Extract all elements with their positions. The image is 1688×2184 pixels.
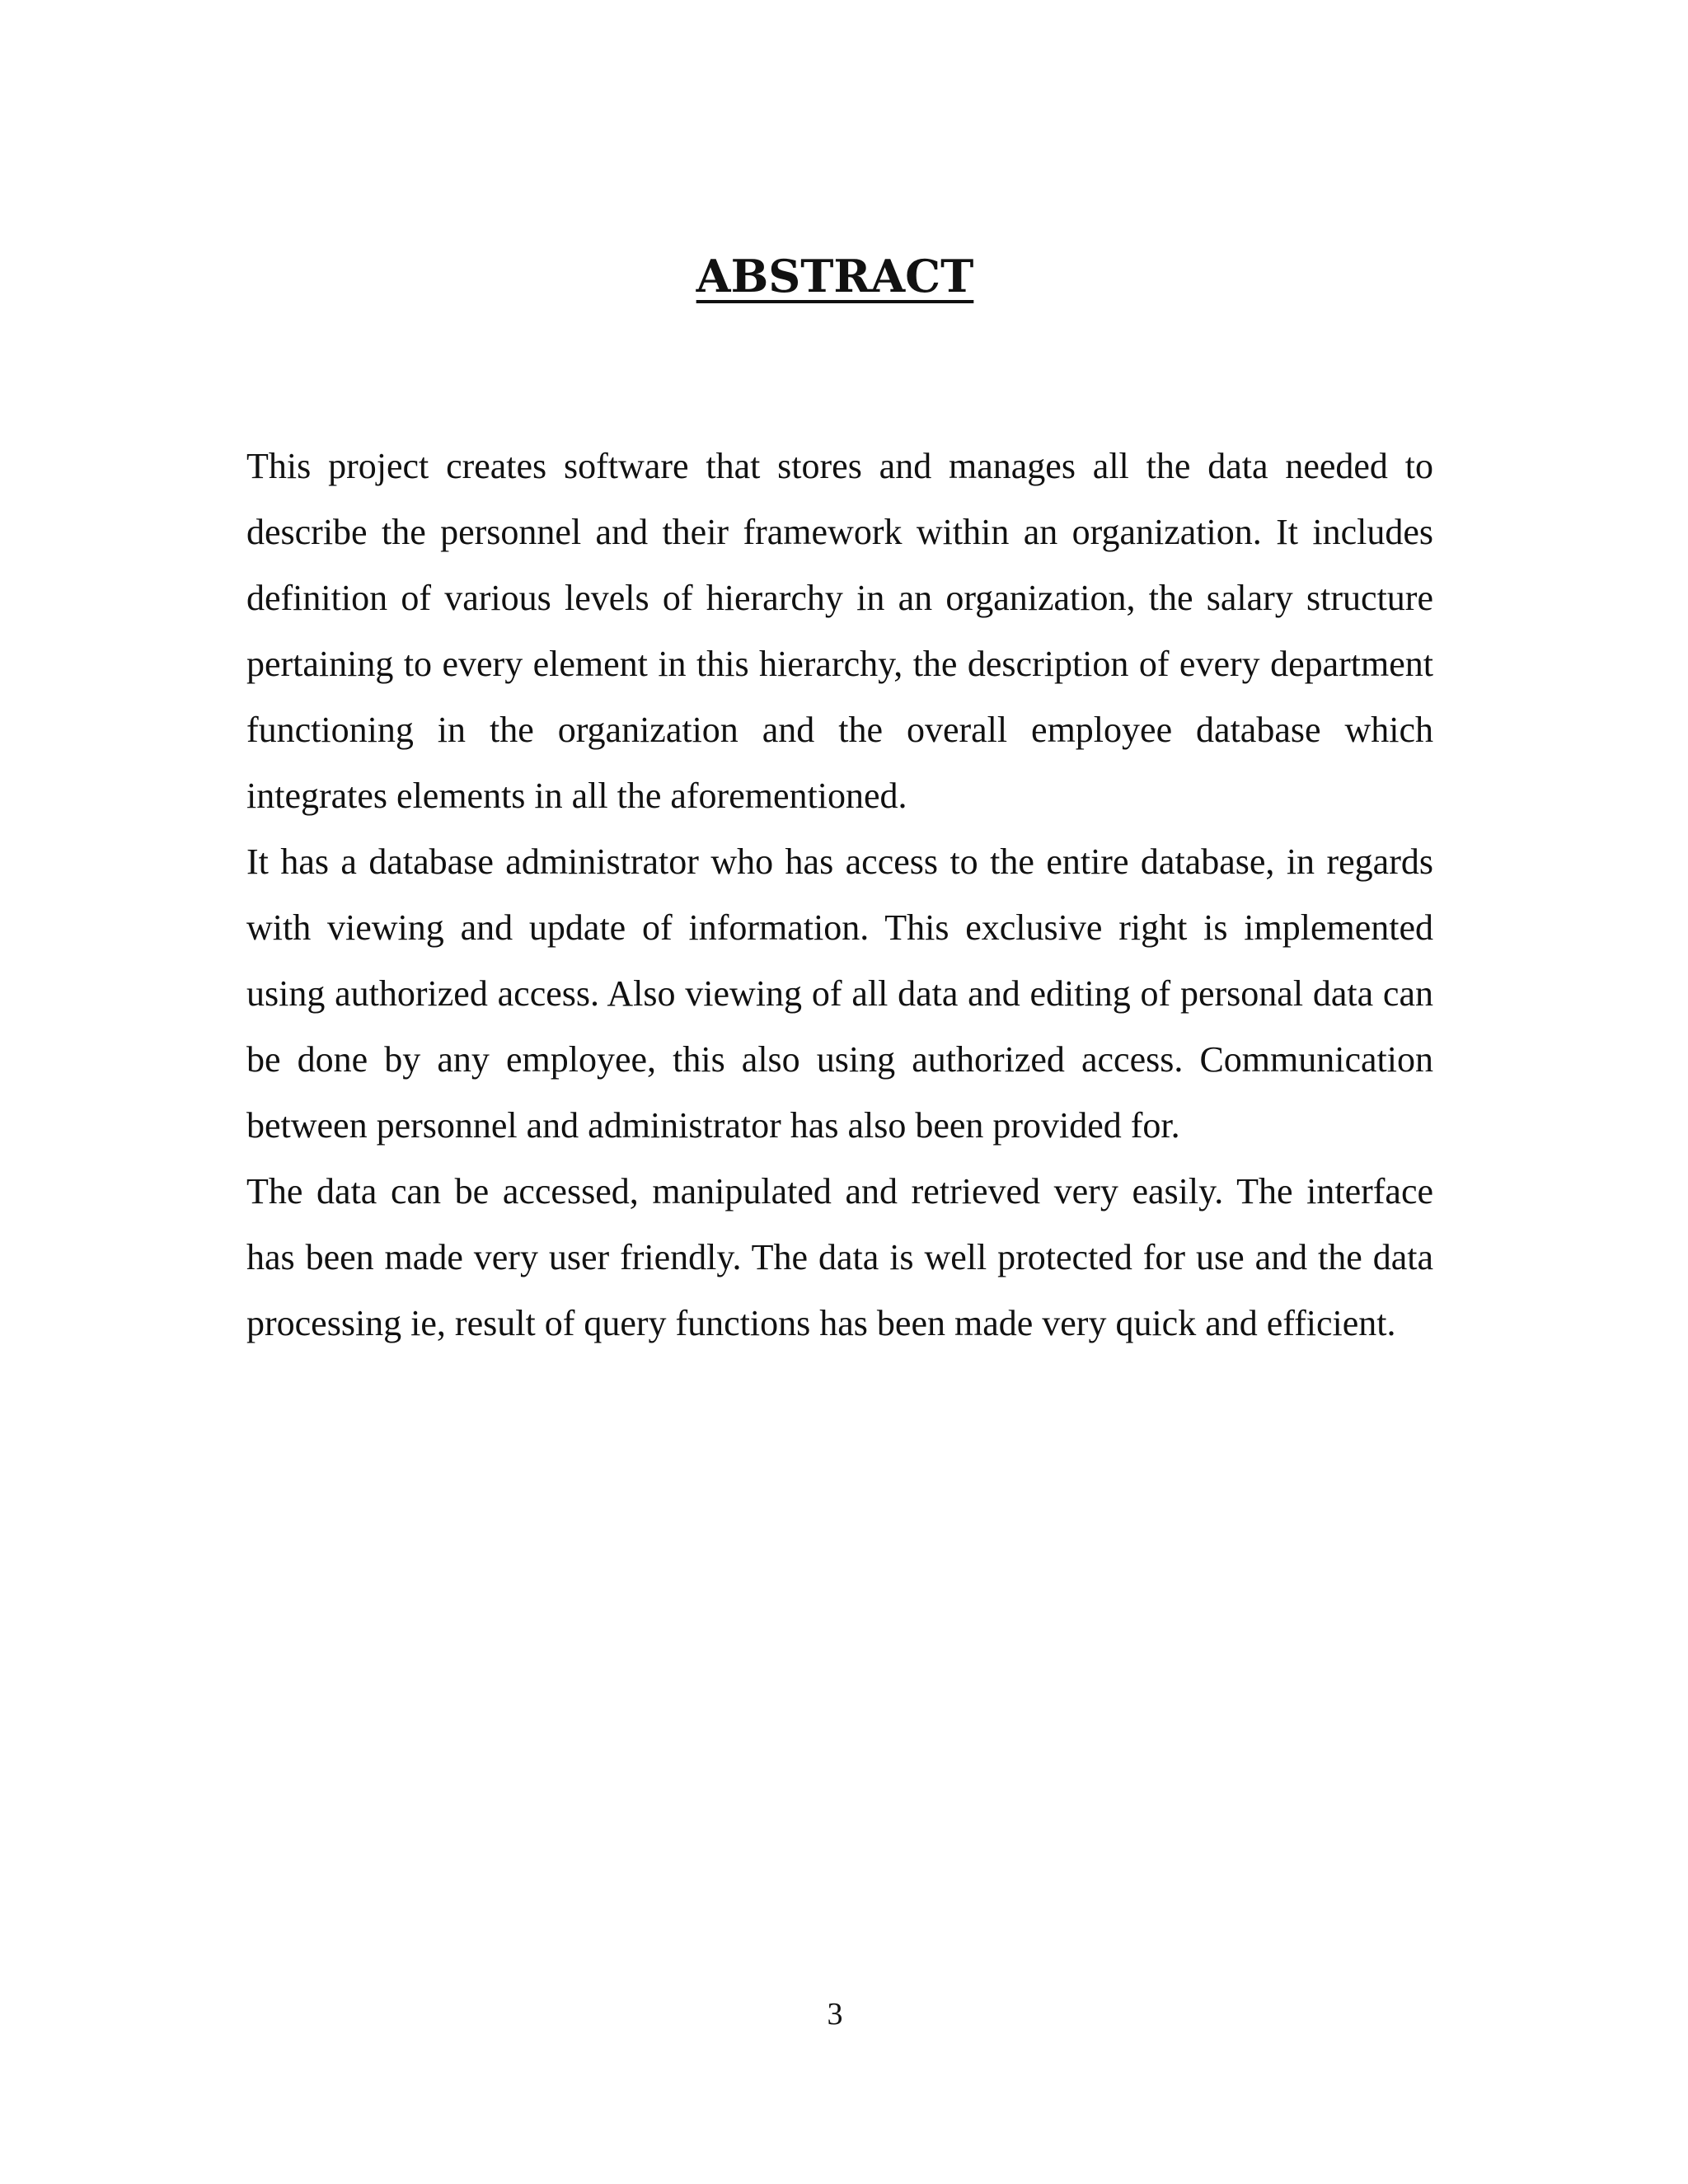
abstract-paragraph-3: The data can be accessed, manipulated and retrieved very easily. The interface has been made very user friendly. The data is well protected for use and the data processing ie, result of query functions has been made very quick and efficient. [246,1171,1433,1343]
page-title-text: ABSTRACT [696,250,974,302]
abstract-body [246,434,1433,1357]
page-number: 3 [827,1997,843,2032]
abstract-paragraph-1: This project creates software that stores and manages all the data needed to describe the personnel and their framework within an organization. It includes definition of various levels of hierarchy in an organization, the salary structure pertaining to every element in this hierarchy, the description of every department functioning in the organization and the overall employee database which integrates elements in all the aforementioned. [246,446,1433,816]
page-title [0,249,1670,303]
abstract-paragraph-2: It has a database administrator who has access to the entire database, in regards with viewing and update of information. This exclusive right is implemented using authorized access. Also viewing of all data and editing of personal data can be done by any employee, this also using authorized access. Communication between personnel and administrator has also been provided for. [246,841,1433,1146]
